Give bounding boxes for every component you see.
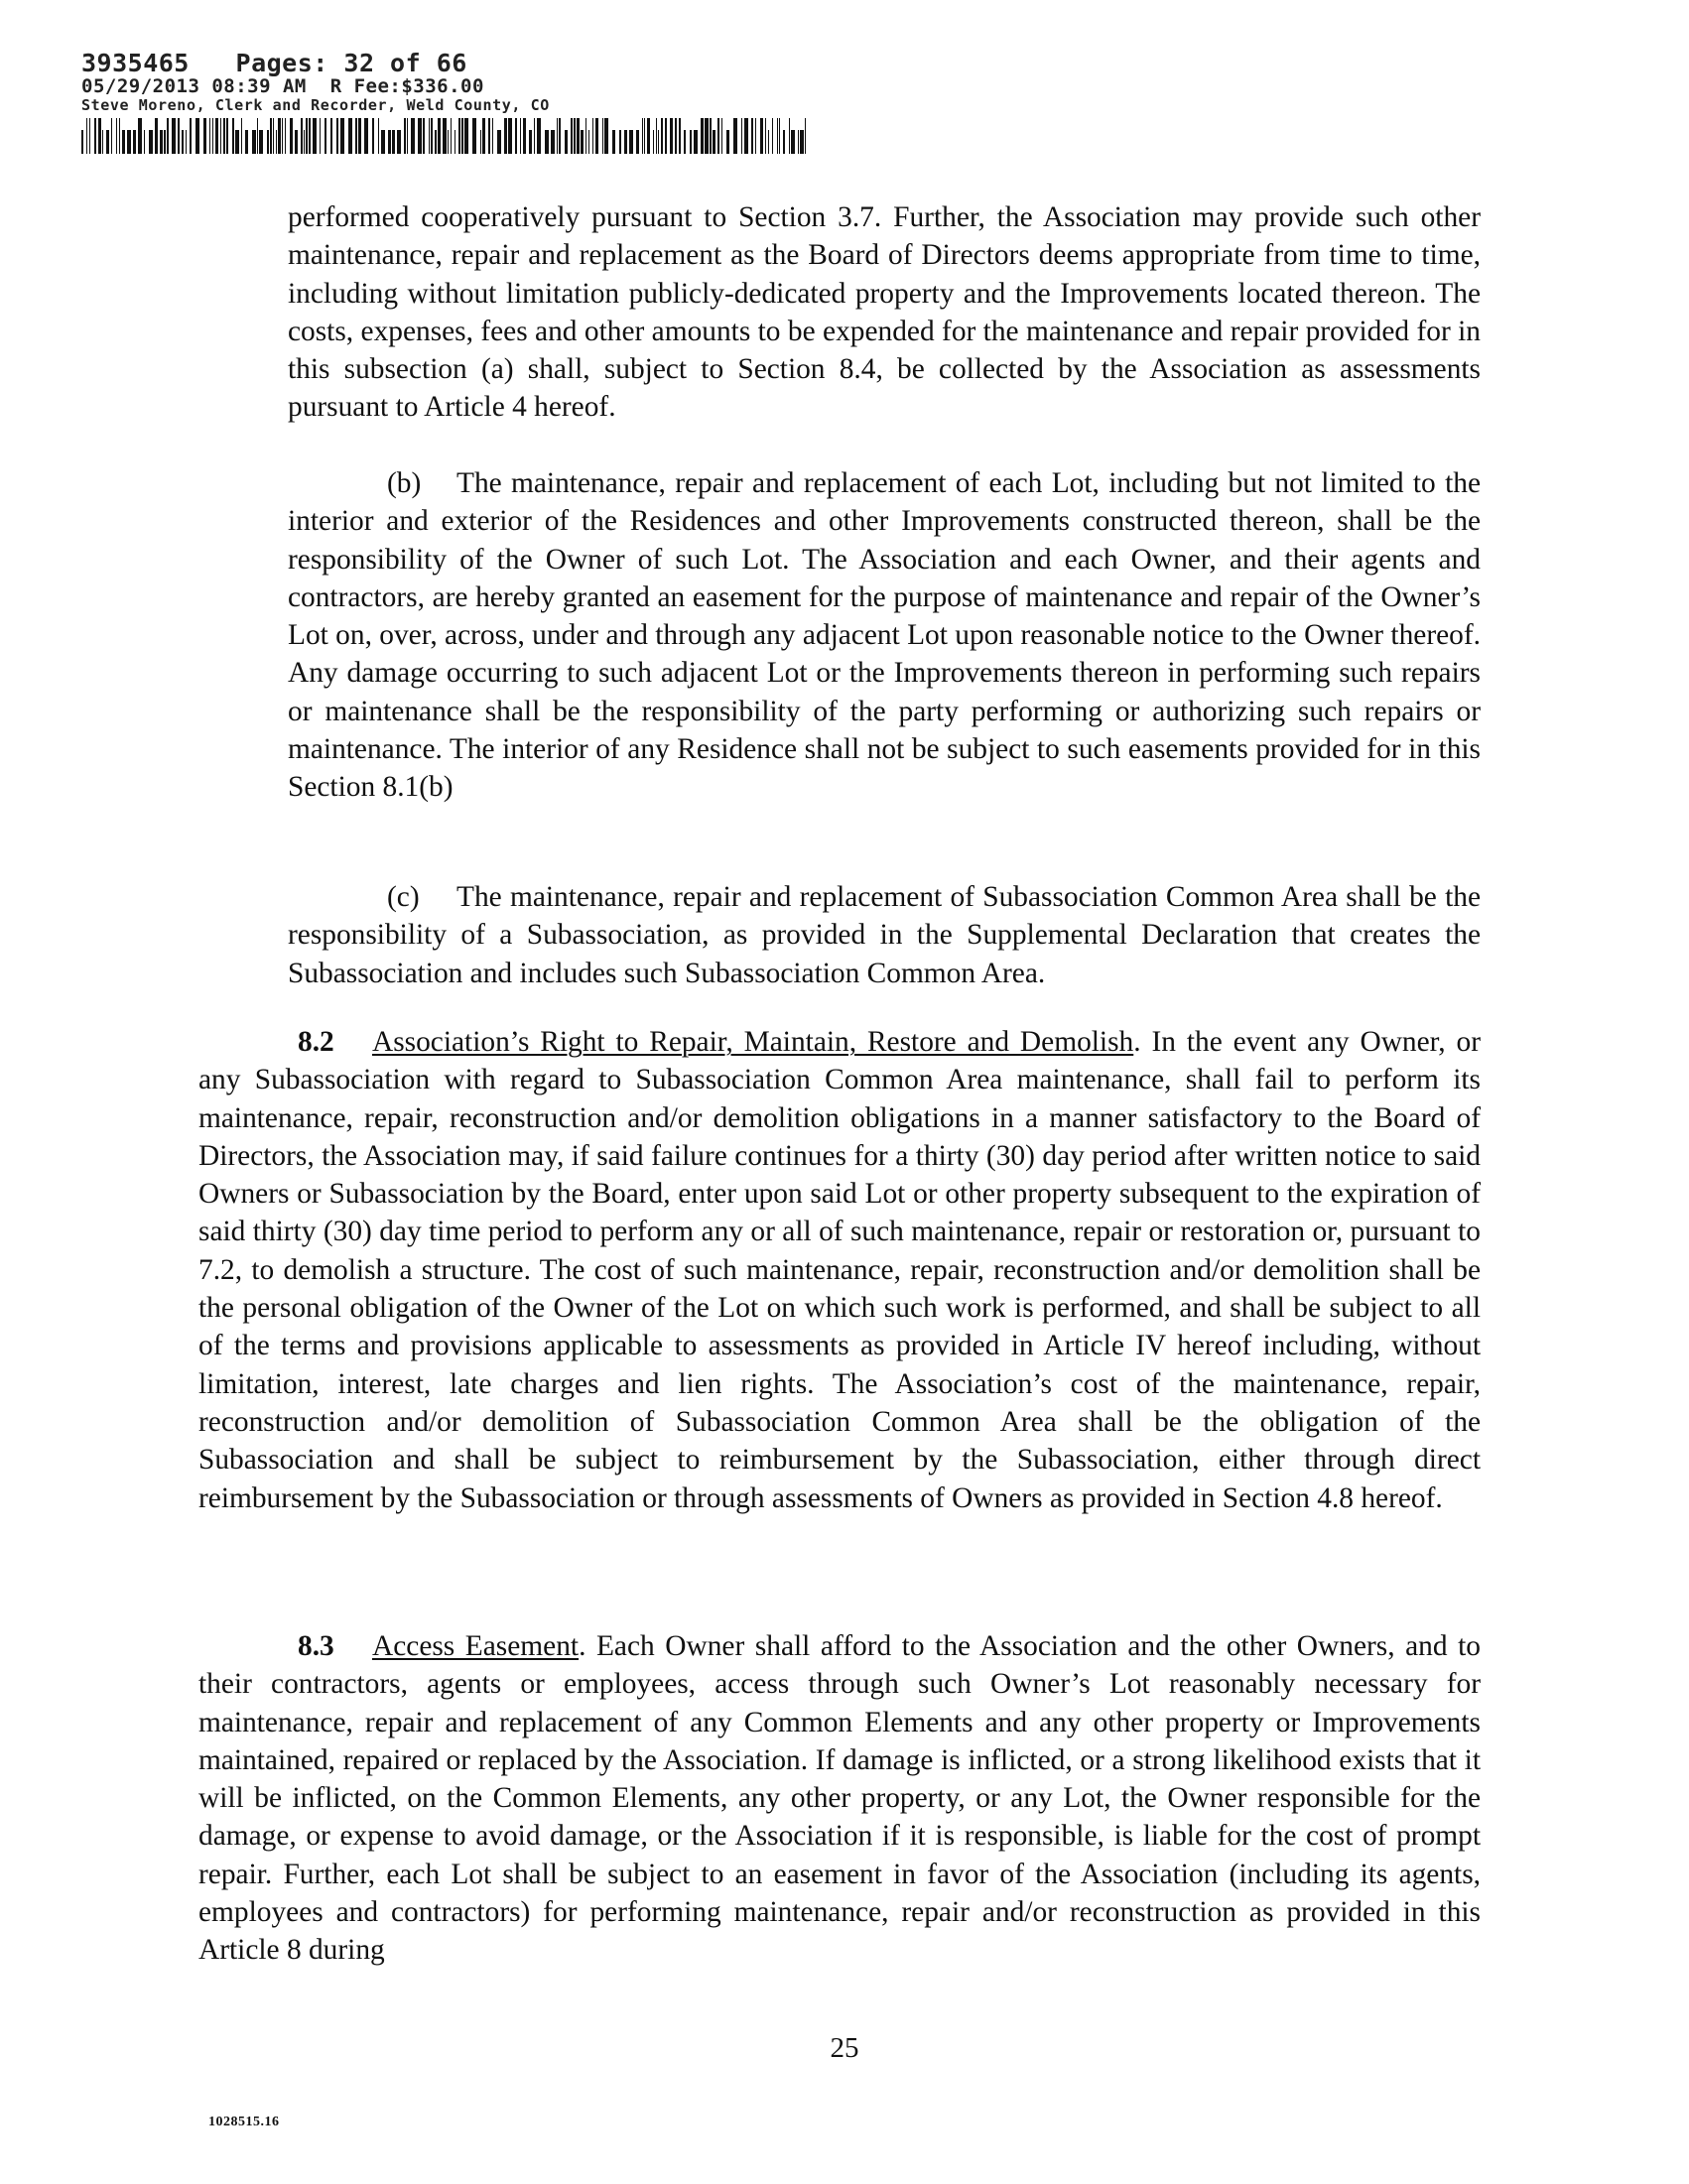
barcode-bar [89, 118, 90, 154]
barcode-bar [209, 118, 210, 154]
barcode-bar [717, 118, 719, 154]
barcode-bar [571, 118, 573, 154]
barcode-bar [726, 130, 729, 154]
barcode-bar [164, 130, 166, 154]
barcode-bar [285, 118, 286, 154]
barcode-bar [448, 130, 449, 154]
barcode-bar [182, 130, 184, 154]
barcode-bar [411, 118, 415, 154]
barcode-bar [624, 130, 627, 154]
barcode-bar [102, 130, 103, 154]
page-number: 25 [830, 2032, 859, 2064]
barcode-bar [378, 118, 379, 154]
barcode-bar [636, 130, 639, 154]
section-8-2-heading: Association’s Right to Repair, Maintain, Restore and Demolish [372, 1026, 1134, 1058]
barcode-bar [701, 118, 704, 154]
barcode-bar [138, 118, 142, 154]
section-8-3-heading: Access Easement [372, 1630, 580, 1662]
barcode-bar [461, 118, 463, 154]
barcode-bar [557, 118, 558, 154]
barcode-bar [282, 118, 283, 154]
barcode-bar [144, 130, 145, 154]
barcode-bar [751, 118, 753, 154]
barcode-bar [574, 118, 576, 154]
section-8-2-text: . In the event any Owner, or any Subassociation with regard to Subassociation Common Area maintenance, shall fail to perform its maintenance, repair, reconstruction and/or demolition obligations in a manner satisfactory to the Board of Directors, the Association may, if said failure continues for a thirty (30) day period after written notice to said Owners or Subassociation by the Board, enter upon said Lot or other property subsequent to the expiration of said thirty (30) day time period to perform any or all of such maintenance, repair or restoration or, pursuant to 7.2, to demolish a structure. The cost of such maintenance, repair, reconstruction and/or demolition shall be the personal obligation of the Owner of the Lot on which such work is performed, and shall be subject to all of the terms and provisions applicable to assessments as provided in Article IV hereof including, without limitation, interest, late charges and lien rights. The Association’s cost of the maintenance, repair, reconstruction and/or demolition of Subassociation Common Area shall be the obligation of the Subassociation and shall be subject to reimbursement by the Subassociation, either through direct reimbursement by the Subassociation or through assessments of Owners as provided in Section 4.8 hereof. [198, 1026, 1481, 1514]
stamp-line-3: Steve Moreno, Clerk and Recorder, Weld County, CO [81, 96, 550, 114]
barcode-bar [551, 130, 555, 154]
barcode-bar [741, 118, 742, 154]
barcode-bar [155, 118, 158, 154]
barcode-bar [504, 118, 507, 154]
barcode-bar [320, 118, 321, 154]
barcode-bar [744, 118, 748, 154]
barcode-bar [721, 118, 722, 154]
barcode-bar [592, 118, 593, 154]
barcode-bar [226, 118, 228, 154]
barcode-bar [482, 118, 485, 154]
barcode-bar [800, 130, 804, 154]
barcode-bar [309, 118, 311, 154]
barcode-bar [81, 130, 83, 154]
pages-value: 32 of 66 [343, 49, 467, 77]
barcode-bar [167, 118, 169, 154]
barcode-bar [577, 118, 580, 154]
barcode-bar [190, 118, 192, 154]
barcode-bar [760, 118, 763, 154]
barcode-bar [710, 118, 712, 154]
barcode-bar [106, 130, 109, 154]
barcode-bar [534, 118, 535, 154]
barcode-bar [278, 118, 281, 154]
barcode-bar [772, 118, 773, 154]
barcode-bar [520, 118, 521, 154]
barcode-bar [642, 118, 643, 154]
barcode-bar [241, 118, 242, 154]
barcode-bar [276, 130, 277, 154]
barcode-bar [220, 118, 221, 154]
barcode-bar [629, 130, 633, 154]
barcode-bar [290, 118, 293, 154]
barcode-bar [588, 130, 589, 154]
barcode-bar [805, 118, 806, 154]
barcode-bar [364, 118, 368, 154]
paragraph-a-continued: performed cooperatively pursuant to Section 3.7. Further, the Association may provide such other maintenance, repair and replacement as the Board of Directors deems appropriate from time to time, including without limitation publicly-dedicated property and the Improvements located thereon. The costs, expenses, fees and other amounts to be expended for the maintenance and repair provided for in this subsection (a) shall, subject to Section 8.4, be collected by the Association as assessments pursuant to Article 4 hereof. [288, 201, 1481, 424]
barcode-bar [423, 118, 425, 154]
barcode-bar [122, 130, 125, 154]
barcode-bar [559, 118, 561, 154]
barcode-bar [407, 118, 408, 154]
barcode-bar [665, 118, 667, 154]
barcode-bar [523, 118, 526, 154]
barcode-bar [404, 118, 406, 154]
barcode-bar [713, 130, 715, 154]
barcode-bar [215, 118, 218, 154]
section-8-3-text: . Each Owner shall afford to the Association and the other Owners, and to their contractors, agents or employees, access through such Owner’s Lot reasonably necessary for maintenance, repair and replacement of any Common Elements and any other property or Improvements maintained, repaired or replaced by the Association. If damage is inflicted, or a strong likelihood exists that it will be inflicted, on the Common Elements, any other property, or any Lot, the Owner responsible for the damage, or expense to avoid damage, or the Association if it is responsible, is liable for the cost of prompt repair. Further, each Lot shall be subject to an easement in favor of the Association (including its agents, employees and contractors) for performing maintenance, repair and/or reconstruction as provided in this Article 8 during [198, 1630, 1481, 1967]
barcode-bar [705, 118, 709, 154]
barcode-bar [358, 118, 361, 154]
barcode-bar [565, 130, 568, 154]
barcode-bar [684, 130, 686, 154]
barcode-bar [647, 118, 650, 154]
barcode-bar [372, 118, 374, 154]
barcode-bar [392, 130, 395, 154]
barcode-bar [791, 130, 795, 154]
paragraph-c-text: The maintenance, repair and replacement of Subassociation Common Area shall be the responsibility of a Subassociation, as provided in the Supplemental Declaration that creates the Subassociation and includes such Subassociation Common Area. [288, 881, 1481, 989]
barcode-bar [301, 118, 303, 154]
paragraph-b-text: The maintenance, repair and replacement of each Lot, including but not limited to the interior and exterior of the Residences and other Improvements constructed thereon, shall be the responsibility of the Owner of such Lot. The Association and each Owner, and their agents and contractors, are hereby granted an easement for the purpose of maintenance and repair of the Owner’s Lot on, over, across, under and through any adjacent Lot upon reasonable notice to the Owner thereof. Any damage occurring to such adjacent Lot or the Improvements thereon in performing such repairs or maintenance shall be the responsibility of the party performing or authorizing such repairs or maintenance. The interior of any Residence shall not be subject to such easements provided for in this Section 8.1(b) [288, 467, 1481, 804]
barcode-bar [223, 118, 225, 154]
barcode-bar [768, 130, 769, 154]
barcode-bar [119, 118, 120, 154]
barcode-bar [733, 118, 737, 154]
barcode-bar [435, 130, 437, 154]
barcode-bar [111, 118, 112, 154]
barcode-bar [133, 130, 136, 154]
stamp-line-2: 05/29/2013 08:39 AM R Fee:$336.00 [81, 75, 484, 97]
barcode-bar [267, 130, 269, 154]
barcode-bar [581, 130, 584, 154]
barcode-bar [348, 118, 352, 154]
barcode-bar [604, 118, 608, 154]
paragraph-c [288, 878, 1481, 992]
barcode-bar [658, 130, 659, 154]
paragraph-b-letter: (b) [387, 467, 422, 499]
reception-number: 3935465 [81, 49, 190, 77]
barcode-bar [675, 118, 677, 154]
barcode-bar [259, 130, 263, 154]
barcode-bar [86, 118, 87, 154]
barcode-bar [690, 130, 692, 154]
barcode-bar [149, 130, 153, 154]
barcode-bar [203, 118, 206, 154]
barcode-bar [270, 118, 272, 154]
barcode-bar [679, 118, 681, 154]
barcode-bar [127, 130, 131, 154]
barcode-bar [458, 118, 460, 154]
paragraph-c-letter: (c) [387, 881, 420, 913]
barcode-bar [381, 130, 385, 154]
barcode-bar [295, 130, 298, 154]
barcode-bar [508, 118, 512, 154]
barcode [81, 118, 806, 154]
barcode-bar [340, 118, 344, 154]
barcode-bar [585, 118, 586, 154]
recording-stamp [81, 50, 806, 154]
barcode-bar [186, 130, 187, 154]
stamp-line-1 [81, 50, 806, 76]
barcode-bar [653, 130, 654, 154]
barcode-bar [235, 130, 239, 154]
barcode-bar [694, 130, 698, 154]
barcode-bar [472, 118, 476, 154]
barcode-bar [195, 118, 199, 154]
barcode-bar [178, 118, 180, 154]
barcode-bar [355, 118, 357, 154]
barcode-bar [212, 118, 213, 154]
barcode-bar [789, 118, 790, 154]
barcode-bar [98, 118, 101, 154]
barcode-bar [336, 118, 338, 154]
paragraph-b [288, 464, 1481, 807]
barcode-bar [529, 130, 532, 154]
barcode-bar [443, 118, 447, 154]
barcode-bar [798, 130, 799, 154]
barcode-bar [116, 118, 117, 154]
section-8-2 [198, 1023, 1481, 1517]
barcode-bar [545, 130, 549, 154]
barcode-bar [325, 118, 326, 154]
barcode-bar [306, 118, 308, 154]
barcode-bar [160, 130, 163, 154]
barcode-bar [94, 118, 96, 154]
barcode-bar [492, 118, 493, 154]
barcode-bar [488, 118, 490, 154]
barcode-bar [304, 130, 305, 154]
barcode-bar [755, 118, 756, 154]
barcode-bar [245, 130, 248, 154]
barcode-bar [429, 118, 430, 154]
barcode-bar [777, 118, 778, 154]
barcode-bar [661, 118, 663, 154]
section-8-3 [198, 1627, 1481, 1970]
barcode-bar [273, 118, 274, 154]
barcode-bar [537, 118, 541, 154]
barcode-bar [418, 118, 422, 154]
barcode-bar [330, 118, 332, 154]
barcode-bar [612, 130, 615, 154]
barcode-bar [670, 118, 673, 154]
barcode-bar [644, 118, 645, 154]
barcode-bar [783, 130, 785, 154]
barcode-bar [497, 130, 501, 154]
barcode-bar [656, 118, 657, 154]
section-8-3-number: 8.3 [298, 1630, 334, 1662]
barcode-bar [765, 118, 766, 154]
section-8-2-number: 8.2 [298, 1026, 334, 1058]
barcode-bar [172, 118, 176, 154]
barcode-bar [515, 118, 517, 154]
barcode-bar [438, 118, 441, 154]
barcode-bar [257, 118, 258, 154]
document-id: 1028515.16 [208, 2115, 280, 2129]
barcode-bar [313, 118, 317, 154]
barcode-bar [252, 130, 256, 154]
barcode-bar [464, 118, 468, 154]
barcode-bar [232, 118, 234, 154]
barcode-bar [595, 118, 598, 154]
barcode-bar [397, 130, 401, 154]
barcode-bar [451, 118, 452, 154]
pages-label: Pages: [235, 49, 328, 77]
barcode-bar [388, 130, 391, 154]
barcode-bar [480, 130, 481, 154]
barcode-bar [619, 130, 621, 154]
barcode-bar [431, 118, 433, 154]
barcode-bar [602, 118, 603, 154]
barcode-bar [779, 118, 780, 154]
